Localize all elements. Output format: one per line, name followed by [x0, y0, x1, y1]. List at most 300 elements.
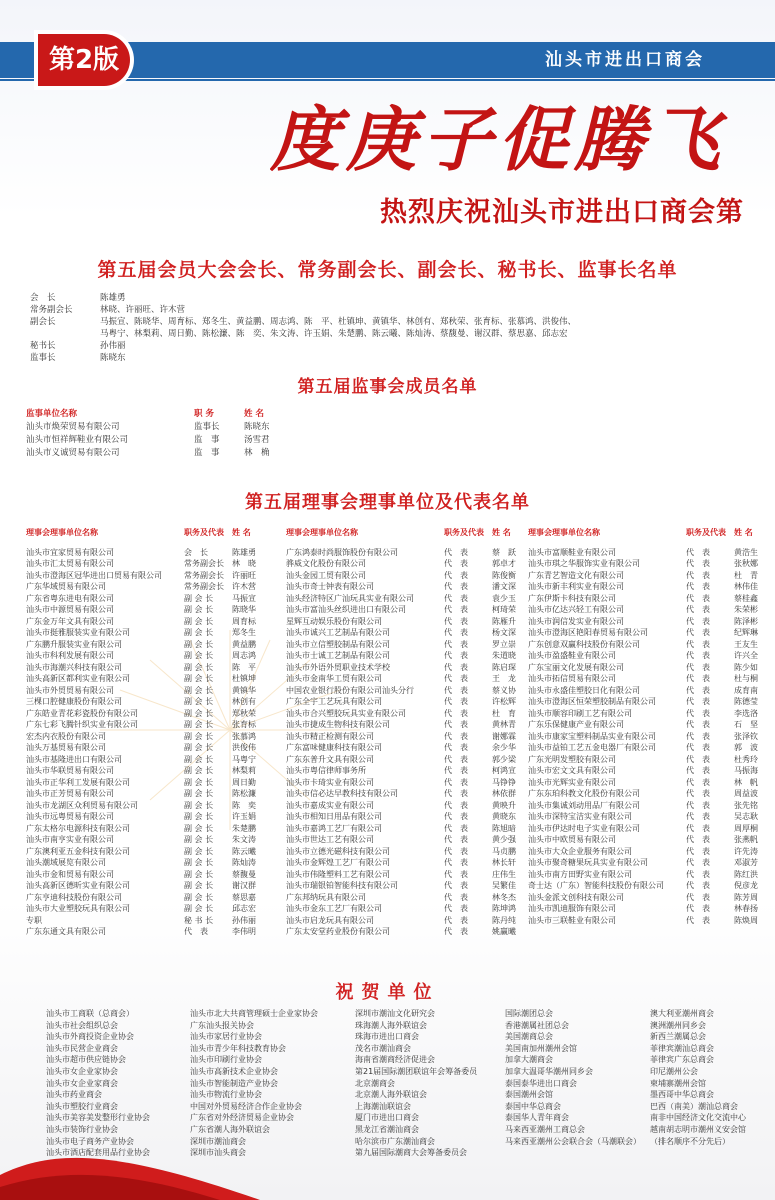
unit: 汕头市诚兴工艺制品有限公司	[286, 628, 390, 637]
congrats-unit: 汕头市超市供应链协会	[46, 1055, 126, 1065]
person: 林伟佳	[734, 582, 758, 591]
post: 代 表	[184, 927, 208, 936]
unit: 汕头市大众企业服务有限公司	[528, 846, 632, 856]
unit: 汕头市南方田野实业有限公司	[528, 869, 632, 879]
unit: 汕头市南亨实业有限公司	[26, 835, 114, 844]
leadership-row	[30, 316, 730, 328]
post: 代 表	[444, 731, 468, 741]
unit: 中国农业银行股份有限公司汕头分行	[286, 685, 414, 695]
names: 孙伟丽	[100, 341, 126, 351]
post: 副 会 长	[184, 789, 214, 798]
post: 代 表	[686, 812, 710, 821]
congrats-unit: 汕头市高新技术企业协会	[190, 1066, 278, 1076]
post: 代 表	[686, 605, 710, 614]
table-row	[26, 581, 258, 593]
person: 许松辉	[492, 697, 516, 706]
unit: 宏杰内衣股份有限公司	[26, 731, 106, 741]
table-row	[286, 696, 518, 708]
person: 王友生	[734, 639, 758, 649]
unit: 汕头市焕荣贸易有限公司	[26, 422, 120, 432]
congrats-unit: 香港潮属社团总会	[505, 1020, 569, 1030]
unit: 汕头市深特宝洁实业有限公司	[528, 812, 632, 821]
table-row	[528, 627, 760, 639]
congrats-column-2	[190, 1008, 318, 1159]
table-row	[528, 765, 760, 777]
post: 代 表	[444, 605, 468, 614]
unit: 汕头市卡琦实业有限公司	[286, 777, 374, 787]
post: 副 会 长	[184, 708, 214, 718]
post: 代 表	[686, 639, 710, 649]
person: 陈俊衡	[492, 570, 516, 580]
congrats-unit: 上海潮汕联谊会	[355, 1101, 411, 1111]
person: 陈坤鸿	[492, 904, 516, 913]
table-row	[528, 754, 760, 766]
post: 副 会 长	[184, 743, 214, 752]
person: 杜秀玲	[734, 754, 758, 764]
table-row	[286, 639, 518, 651]
person: 纪辉琳	[734, 628, 758, 637]
person: 朱文涛	[232, 835, 256, 844]
post: 代 表	[686, 616, 710, 626]
congrats-unit: 深圳市汕头商会	[190, 1148, 246, 1158]
table-row	[528, 731, 760, 743]
congrats-unit: 广东汕头报关协会	[190, 1020, 254, 1030]
table-row	[26, 903, 258, 915]
subtitle: 热烈庆祝汕头市进出口商会第	[380, 197, 744, 228]
table-row	[26, 846, 258, 858]
table-row	[528, 719, 760, 731]
table-row	[26, 788, 258, 800]
unit: 汕头市琪之华服饰实业有限公司	[528, 559, 640, 568]
post: 副 会 长	[184, 685, 214, 695]
congrats-unit: 巴西（南美）潮汕总商会	[650, 1101, 738, 1111]
person: 许丽旺	[232, 570, 256, 580]
role	[30, 328, 100, 340]
person: 潘文深	[492, 582, 516, 591]
post: 副 会 长	[184, 835, 214, 844]
post: 副 会 长	[184, 731, 214, 741]
table-row	[26, 604, 258, 616]
unit: 汕头市信必达早教科技有限公司	[286, 789, 398, 798]
person: 陈启琛	[492, 662, 516, 672]
header-unit: 监事单位名称	[26, 409, 78, 419]
person: 张泽钦	[734, 731, 758, 741]
table-row	[286, 685, 518, 697]
table-row	[286, 570, 518, 582]
post: 代 表	[686, 835, 710, 844]
person: 黄益鹏	[232, 639, 256, 649]
post: 代 表	[444, 639, 468, 649]
person: 张燕帆	[734, 835, 758, 844]
table-row	[26, 834, 258, 846]
person: 林春扬	[734, 904, 758, 913]
role: 常务副会长	[30, 305, 73, 315]
person: 林长轩	[492, 858, 516, 867]
person: 林 桷	[244, 448, 270, 458]
person: 陈红洪	[734, 869, 758, 879]
unit: 汕头市益铂工艺五金电器厂有限公司	[528, 743, 656, 752]
person: 陈少如	[734, 662, 758, 672]
post: 代 表	[686, 800, 710, 810]
table-row	[528, 834, 760, 846]
post: 副 会 长	[184, 812, 214, 821]
person: 成育南	[734, 685, 758, 695]
table-row	[286, 811, 518, 823]
post: 代 表	[686, 731, 710, 741]
person: 陈德莹	[734, 697, 758, 706]
congrats-unit: 汕头市酒店配套用品行业协会	[46, 1148, 150, 1158]
post: 代 表	[686, 766, 710, 775]
post: 副 会 长	[184, 662, 214, 672]
unit: 汕头市永盛佳塑胶日化有限公司	[528, 685, 640, 695]
names: 马振宣、陈晓华、周育标、郑冬生、黄益鹏、周志鸿、陈 平、杜镇坤、黄镇华、林创有、郑秋荣、张育标、张慕鸿、洪俊伟、	[100, 317, 577, 327]
unit: 广东乐保健康产业有限公司	[528, 720, 624, 729]
slogan: 度庚子促腾飞	[270, 98, 726, 181]
congrats-unit: 厦门市进出口商会	[355, 1113, 419, 1123]
congrats-unit: 汕头市青少年科技教育协会	[190, 1043, 286, 1053]
unit: 广东华域贸易有限公司	[26, 582, 106, 591]
person: 林冬杰	[492, 892, 516, 902]
unit: 汕头市士诚工艺制品有限公司	[286, 651, 390, 660]
unit: 汕头市恒祥辉鞋业有限公司	[26, 435, 129, 445]
post: 副 会 长	[184, 628, 214, 637]
table-row	[26, 869, 258, 881]
person: 张育标	[232, 720, 256, 729]
unit: 汕头市嘉鸿工艺厂有限公司	[286, 823, 382, 833]
unit: 汕头市合兴塑胶玩具实业有限公司	[286, 708, 406, 718]
person: 许先涛	[734, 846, 758, 856]
unit: 汕头市挺雅服装实业有限公司	[26, 628, 130, 637]
table-row	[528, 650, 760, 662]
unit: 汕头市启龙玩具有限公司	[286, 915, 374, 925]
person: 马贞鹏	[492, 846, 516, 856]
congrats-unit: 广东省潮人海外联谊会	[190, 1124, 270, 1134]
person: 马振宣	[232, 593, 256, 603]
names: 陈晓东	[100, 353, 126, 363]
table-row	[26, 892, 258, 904]
unit: 广东鸿泰时尚服饰股份有限公司	[286, 547, 398, 557]
leadership-row	[30, 304, 730, 316]
post: 代 表	[686, 904, 710, 913]
post: 代 表	[686, 593, 710, 603]
unit: 汕头市康家宝塑料制品实业有限公司	[528, 731, 656, 741]
table-row	[528, 616, 760, 628]
supervisors-table	[26, 408, 326, 460]
unit: 汕头市嘉成实业有限公司	[286, 800, 374, 810]
table-row	[286, 673, 518, 685]
congrats-unit: 马来西亚潮州工商总会	[505, 1124, 585, 1134]
congrats-unit: 加拿大潮商会	[505, 1055, 553, 1065]
post: 常务副会长	[184, 559, 224, 568]
table-row	[26, 616, 258, 628]
post: 代 表	[686, 559, 710, 568]
post: 副 会 长	[184, 881, 214, 890]
congrats-unit: 澳大利亚潮州商会	[650, 1009, 714, 1018]
table-row	[286, 788, 518, 800]
table-row	[26, 765, 258, 777]
table-row	[286, 708, 518, 720]
unit: 汕头市新丰利实业有限公司	[528, 582, 624, 591]
congrats-unit: 泰国潮州会馆	[505, 1090, 553, 1100]
person: 黄少强	[492, 835, 516, 844]
table-row	[286, 869, 518, 881]
post: 副 会 长	[184, 674, 214, 683]
names: 林晓、许丽旺、许木营	[100, 305, 186, 315]
unit: 汕头市富汕头丝织进出口有限公司	[286, 605, 406, 614]
person: 庄伟生	[492, 869, 516, 879]
person: 张慕鸿	[232, 731, 256, 741]
congrats-column-1	[46, 1008, 150, 1159]
post: 副 会 长	[184, 823, 214, 833]
table-row	[286, 742, 518, 754]
directors-column-2	[286, 527, 518, 938]
table-row	[26, 731, 258, 743]
unit: 奇士达（广东）智能科技股份有限公司	[528, 881, 664, 890]
person: 柯鸿宣	[492, 766, 516, 775]
congrats-unit: 新西兰潮属总会	[650, 1032, 706, 1042]
supervisors-title: 第五届监事会成员名单	[297, 377, 478, 397]
unit: 广东东普升文具有限公司	[286, 754, 374, 764]
post: 代 表	[444, 800, 468, 810]
table-row	[286, 903, 518, 915]
person: 马粤宁	[232, 754, 256, 764]
unit: 汕头市世达工艺有限公司	[286, 835, 374, 844]
post: 代 表	[686, 858, 710, 867]
post: 代 表	[686, 651, 710, 660]
post: 监事长	[194, 422, 220, 432]
person: 黄镇华	[232, 685, 256, 695]
unit: 广东青艺智造文化有限公司	[528, 570, 624, 580]
congrats-unit: 汕头市塑胶行业商会	[46, 1101, 118, 1111]
unit: 广东宝丽文化发展有限公司	[528, 662, 624, 672]
person: 林创有	[232, 697, 256, 706]
unit: 汕头市光辉实业有限公司	[528, 777, 616, 787]
unit: 广东东通文具有限公司	[26, 927, 106, 936]
unit: 汕头高新区都利实业有限公司	[26, 674, 130, 683]
congrats-unit: 南非中国经济文化交流中心	[650, 1113, 746, 1123]
congrats-unit: 深圳市潮汕文化研究会	[355, 1009, 435, 1018]
congrats-unit: 汕头市家居行业协会	[190, 1032, 262, 1042]
person: 陈灿涛	[232, 858, 256, 867]
table-row	[286, 765, 518, 777]
person: 邓淑芳	[734, 858, 758, 867]
person: 黄映升	[492, 800, 516, 810]
unit: 广东伊斯卡科技有限公司	[528, 593, 616, 603]
congrats-unit: 第21届国际潮团联谊年会筹备委员	[355, 1066, 478, 1076]
unit: 广东东珀科教文化股份有限公司	[528, 789, 640, 798]
table-row	[528, 742, 760, 754]
unit: 汕头市伟隆塑料工艺有限公司	[286, 869, 390, 879]
post: 代 表	[444, 593, 468, 603]
table-row	[286, 558, 518, 570]
person: 洪俊伟	[232, 743, 256, 752]
post: 副 会 长	[184, 858, 214, 867]
unit: 汕头市宜家贸易有限公司	[26, 547, 114, 557]
table-row	[528, 903, 760, 915]
header-name: 姓 名	[734, 528, 753, 537]
congrats-unit: 汕头市社会组织总会	[46, 1020, 118, 1030]
unit: 汕头市正华利工发展有限公司	[26, 777, 130, 787]
congrats-unit: 北京潮人海外联谊会	[355, 1090, 427, 1100]
person: 周育标	[232, 616, 256, 626]
post: 代 表	[444, 628, 468, 637]
person: 邱志宏	[232, 904, 256, 913]
table-row	[528, 892, 760, 904]
post: 副 会 长	[184, 651, 214, 660]
person: 蔡思嘉	[232, 892, 256, 902]
table-row	[528, 915, 760, 927]
congrats-unit: 汕头市美容美发整形行业协会	[46, 1113, 150, 1123]
post: 代 表	[444, 743, 468, 752]
unit: 汕头市金东工艺厂有限公司	[286, 904, 382, 913]
person: 杜 育	[492, 708, 516, 718]
table-row	[528, 639, 760, 651]
person: 陈松濂	[232, 789, 256, 798]
person: 袁少玉	[492, 593, 516, 603]
post: 代 表	[444, 685, 468, 695]
unit: 汕头市立德光磁科技有限公司	[286, 846, 390, 856]
table-row	[286, 777, 518, 789]
post: 代 表	[444, 789, 468, 798]
unit: 汕头市澄海区冠华进出口贸易有限公司	[26, 570, 162, 580]
directors-column-1	[26, 527, 258, 938]
person: 陈晓华	[232, 605, 256, 614]
header-unit: 理事会理事单位名称	[286, 528, 358, 537]
table-row	[528, 673, 760, 685]
post: 代 表	[686, 846, 710, 856]
unit: 汕头金园工贸有限公司	[286, 570, 366, 580]
names: 陈雄勇	[100, 293, 126, 303]
person: 陈雄勇	[232, 547, 256, 557]
unit: 汕头市润信发实业有限公司	[528, 616, 624, 626]
person: 郑冬生	[232, 628, 256, 637]
table-row	[286, 719, 518, 731]
table-row	[528, 547, 760, 559]
table-row	[528, 846, 760, 858]
post: 代 表	[686, 777, 710, 787]
unit: 广东澳利亚五金科技有限公司	[26, 846, 130, 856]
congrats-unit: 泰国中华总商会	[505, 1101, 561, 1111]
post: 代 表	[444, 582, 468, 591]
person: 陈 奕	[232, 800, 256, 810]
person: 林梨莉	[232, 766, 256, 775]
post: 代 表	[686, 685, 710, 695]
person: 谢汉群	[232, 881, 256, 890]
table-row	[26, 754, 258, 766]
post: 代 表	[444, 823, 468, 833]
table-row	[286, 926, 518, 938]
congrats-column-3	[355, 1008, 477, 1159]
unit: 三棵口腔健康股份有限公司	[26, 697, 122, 706]
unit: 广东七彩飞腾针织实业有限公司	[26, 720, 138, 729]
post: 常务副会长	[184, 582, 224, 591]
table-row	[26, 915, 258, 927]
congrats-unit: 哈尔滨市广东潮汕商会	[355, 1136, 435, 1146]
post: 代 表	[686, 708, 710, 718]
unit: 汕头市外贸贸易有限公司	[26, 685, 114, 695]
header-name: 姓 名	[244, 409, 264, 419]
congrats-unit: 柬埔寨潮州会馆	[650, 1078, 706, 1088]
congrats-unit: 汕头市北大共商管理硕士企业家协会	[190, 1009, 318, 1018]
person: 倪彦龙	[734, 881, 758, 890]
person: 石 坚	[734, 720, 758, 729]
unit: 汕头市拓信贸易有限公司	[528, 674, 616, 683]
person: 周益波	[734, 789, 758, 798]
table-row	[26, 708, 258, 720]
unit: 汕头市盈盛鞋业有限公司	[528, 651, 616, 660]
post: 代 表	[686, 720, 710, 729]
org-name: 汕头市进出口商会	[545, 50, 705, 70]
post: 代 表	[686, 869, 710, 879]
post: 代 表	[444, 869, 468, 879]
post: 代 表	[444, 559, 468, 568]
person: 黄晓东	[492, 812, 516, 821]
person: 罗立崇	[492, 639, 516, 649]
leadership-row	[30, 292, 730, 304]
table-row	[26, 650, 258, 662]
post: 副 会 长	[184, 846, 214, 856]
post: 副 会 长	[184, 697, 214, 706]
table-row	[528, 662, 760, 674]
post: 代 表	[444, 754, 468, 764]
congrats-unit: 北京潮商会	[355, 1078, 395, 1088]
congrats-unit: 第九届国际潮商大会筹备委员会	[355, 1148, 467, 1158]
post: 代 表	[444, 777, 468, 787]
person: 陈晓东	[244, 422, 270, 432]
header-post: 职务及代表	[686, 528, 726, 537]
unit: 汕头市富顺鞋业有限公司	[528, 547, 616, 557]
unit: 广东省粤东进电有限公司	[26, 593, 114, 603]
congrats-unit: 汕头市印刷行业协会	[190, 1055, 262, 1065]
unit: 汕头市澄海区恒荣塑胶制品有限公司	[528, 697, 656, 706]
post: 代 表	[444, 904, 468, 913]
post: 代 表	[444, 708, 468, 718]
table-row	[286, 800, 518, 812]
person: 杜 青	[734, 570, 758, 580]
person: 陈旭暗	[492, 823, 516, 833]
post: 副 会 长	[184, 593, 214, 603]
person: 陈丹纯	[492, 915, 516, 925]
congrats-unit: 海南省潮商经济促进会	[355, 1055, 435, 1065]
table-row	[286, 915, 518, 927]
table-row	[286, 662, 518, 674]
table-row	[528, 811, 760, 823]
table-row	[26, 880, 258, 892]
post: 代 表	[686, 582, 710, 591]
person: 杜镇坤	[232, 674, 256, 683]
person: 林依群	[492, 789, 516, 798]
person: 谢娜霖	[492, 731, 516, 741]
person: 张先铭	[734, 800, 758, 810]
header-name: 姓 名	[492, 528, 511, 537]
person: 郭少梁	[492, 754, 516, 764]
table-row	[26, 685, 258, 697]
unit: 汕头市凯迪服饰有限公司	[528, 904, 616, 913]
unit: 广东富味健康科技有限公司	[286, 743, 382, 752]
post: 副 会 长	[184, 720, 214, 729]
post: 监 事	[194, 435, 220, 445]
person: 郭卓才	[492, 559, 516, 568]
unit: 汕头市金南华工贸有限公司	[286, 674, 382, 683]
table-row	[286, 880, 518, 892]
post: 代 表	[686, 570, 710, 580]
post: 代 表	[444, 927, 468, 936]
unit: 广东太格尔电源科技有限公司	[26, 823, 130, 833]
leadership-list	[30, 292, 730, 364]
person: 林 晓	[232, 559, 256, 568]
congrats-unit: 墨西哥中华总商会	[650, 1090, 714, 1100]
table-row	[26, 593, 258, 605]
